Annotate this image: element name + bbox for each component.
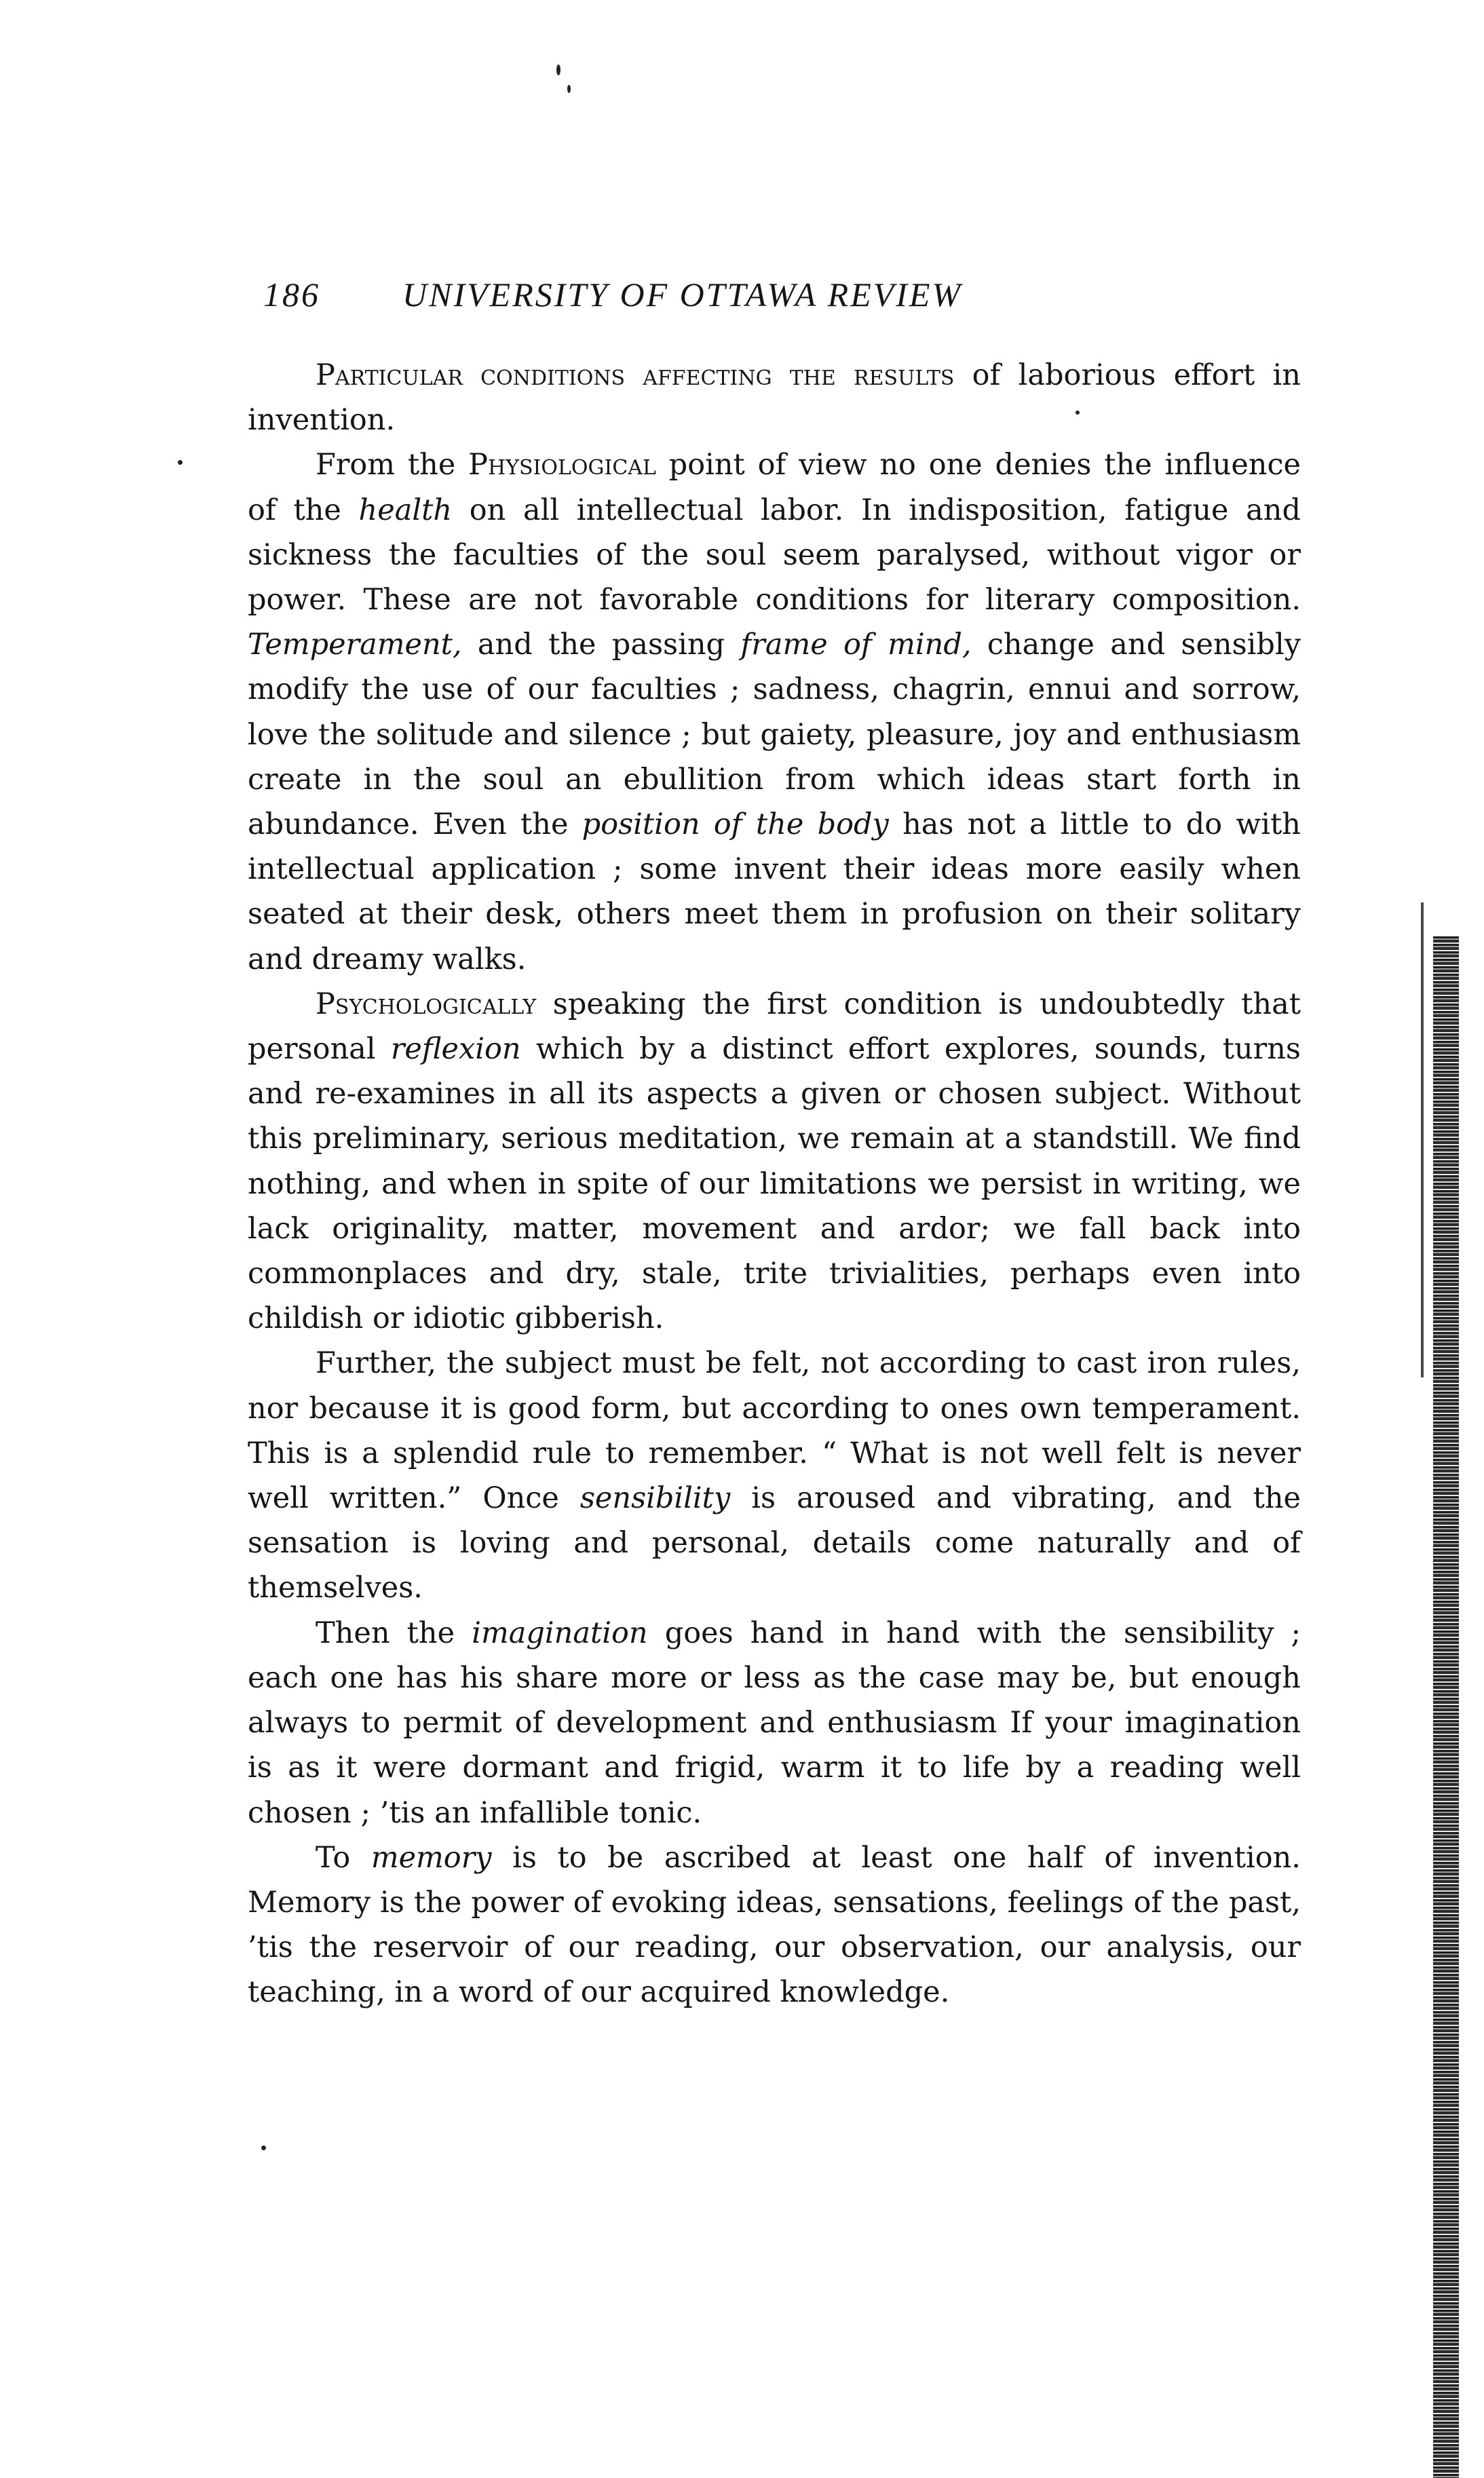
text-run: change and sensibly modify the use of our faculties ; sadness, chagrin, ennui and sorrow, love the solitude and silence ; but gaiety, pleasure, joy and enthusiasm create in the soul an ebullition from which ideas start forth in abundance. Even the [248,628,1301,842]
italic-term: Temperament, [248,628,462,662]
scan-speck [178,460,183,465]
italic-term: frame of mind, [740,628,972,662]
scan-edge-artifact [1433,936,1459,2478]
text-run: Then the [316,1616,472,1650]
text-run: From the [316,448,469,482]
text-run: of laborious effort in invention. [248,358,1301,438]
text-run: has not a little to do with intellectual application ; some invent their ideas more easily when seated at their desk, others meet them in profusion on their solitary and dreamy walks. [248,807,1301,976]
italic-term: imagination [472,1616,648,1650]
paragraph-5 [248,1611,1301,1835]
page-number: 186 [263,275,320,313]
small-caps-term: Physiological [468,448,656,482]
text-run: point of view no one denies the influence of the [248,448,1301,527]
scan-speck [567,85,571,93]
text-run: is to be ascribed at least one half of invention. Memory is the power of evoking ideas, sensations, feelings of the past, ’tis the reservoir of our reading, our observation, our analysis, our teaching, in a word of our acquired knowledge. [248,1840,1301,2010]
small-caps-lead: Particular conditions affecting the results [316,358,955,392]
text-run: is aroused and vibrating, and the sensation is loving and personal, details come naturally and of themselves. [248,1481,1301,1605]
paragraph-2 [248,442,1301,981]
text-run: To [316,1840,371,1875]
text-run: goes hand in hand with the sensibility ; each one has his share more or less as the case may be, but enough always to permit of development and enthusiasm If your imagination is as it were dormant and frigid, warm it to life by a reading well chosen ; ’tis an infallible tonic. [248,1616,1301,1830]
italic-term: reflexion [390,1032,521,1067]
page-header [263,275,1173,336]
scan-edge-line [1421,902,1424,1377]
italic-term: position of the body [582,807,889,842]
article-text [248,353,1301,2015]
paragraph-3 [248,982,1301,1341]
paragraph-6 [248,1835,1301,2015]
text-run: speaking the first condition is undoubtedly that personal [248,987,1301,1067]
text-run: and the passing [461,628,741,662]
text-run: on all intellectual labor. In indisposition, fatigue and sickness the faculties of the soul seem paralysed, without vigor or power. These are not favorable conditions for literary composition. [248,493,1301,617]
text-run: which by a distinct effort explores, sounds, turns and re-examines in all its aspects a given or chosen subject. Without this preliminary, serious meditation, we remain at a standstill. We find nothing, and when in spite of our limitations we persist in writing, we lack originality, matter, movement and ardor; we fall back into commonplaces and dry, stale, trite trivialities, perhaps even into childish or idiotic gibberish. [248,1032,1301,1336]
italic-term: memory [370,1840,492,1875]
scan-speck [1076,411,1080,415]
paragraph-1 [248,353,1301,442]
italic-term: sensibility [579,1481,731,1516]
paragraph-4 [248,1341,1301,1610]
text-run: Further, the subject must be felt, not according to cast iron rules, nor because it is good form, but according to ones own temperament. This is a splendid rule to remember. “ What is not well felt is never well written.” Once [248,1346,1301,1516]
running-title: UNIVERSITY OF OTTAWA REVIEW [402,275,963,313]
small-caps-term: Psychologically [316,987,537,1021]
italic-term: health [358,493,453,527]
scan-speck [261,2146,266,2150]
scan-speck [556,64,560,75]
